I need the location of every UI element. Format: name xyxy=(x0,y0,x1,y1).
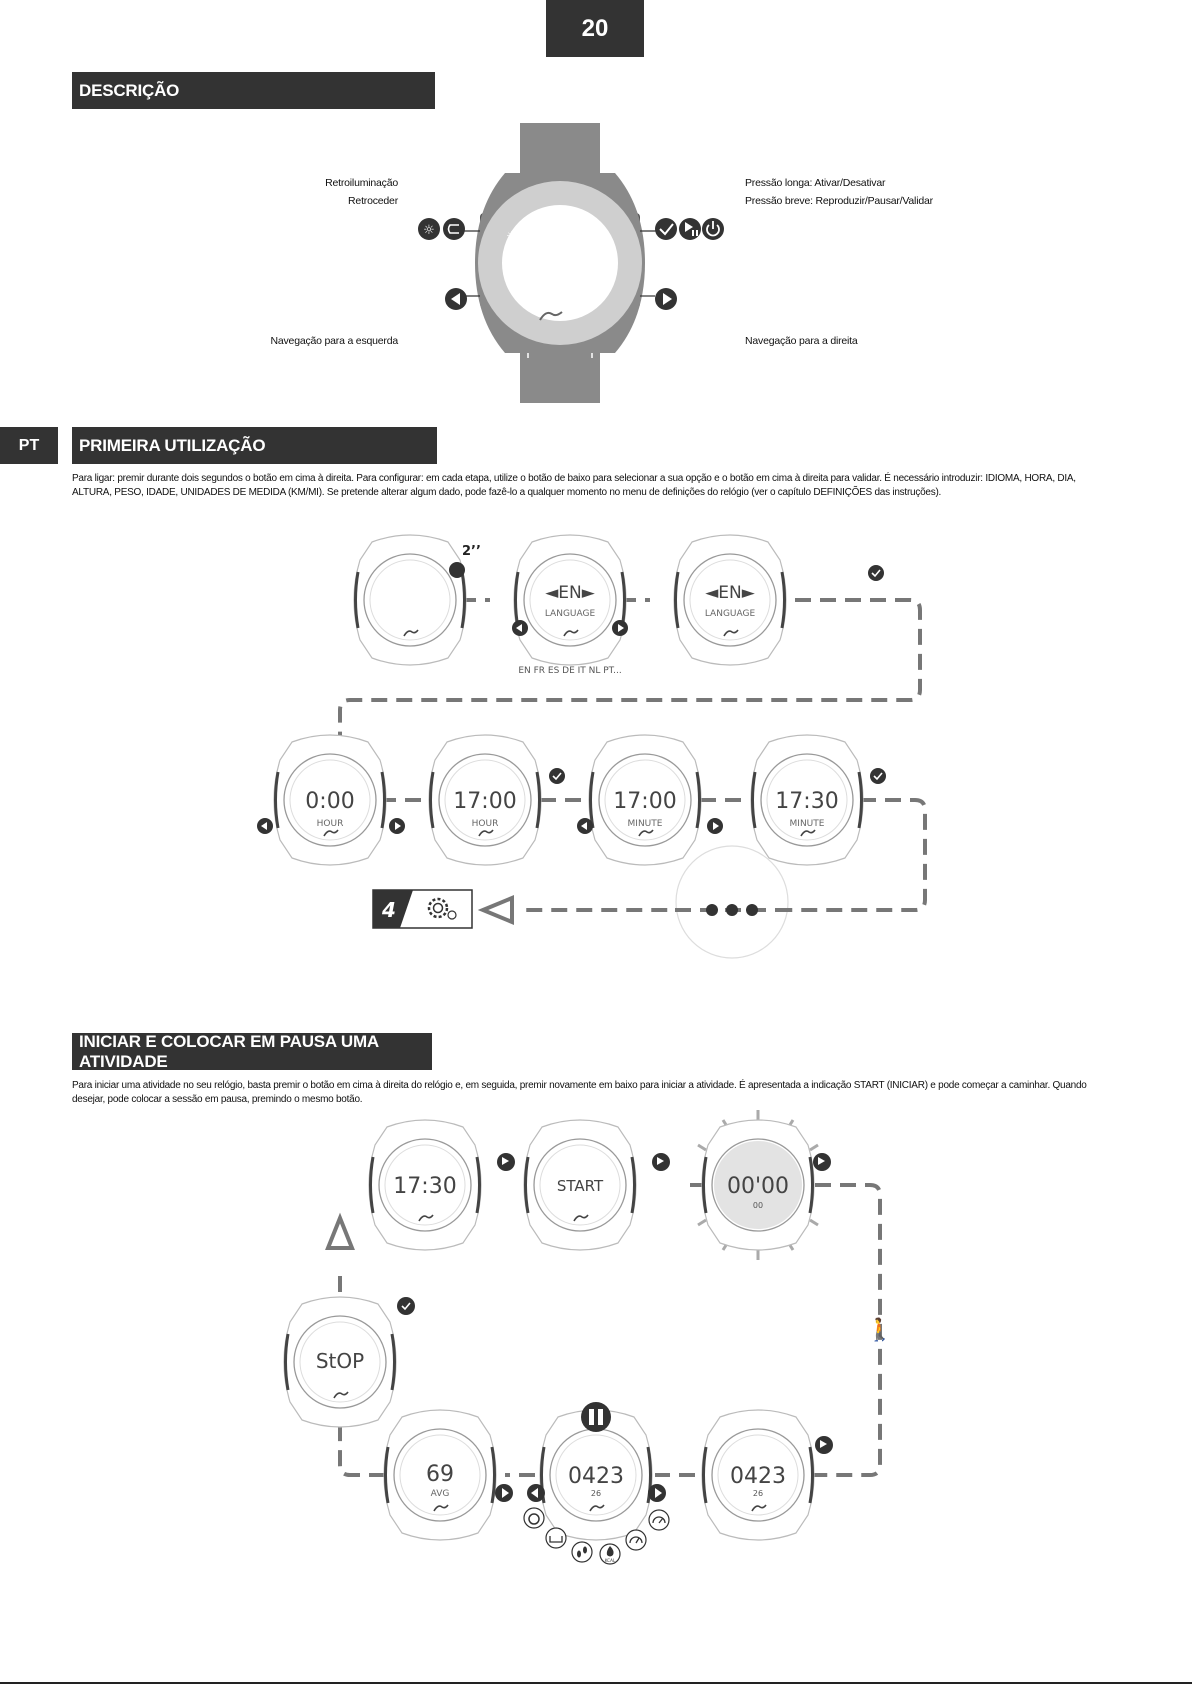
lang-code-1: ◄EN► xyxy=(545,583,595,603)
walking-icon: 🚶 xyxy=(866,1318,894,1343)
steps-sub: 26 xyxy=(590,1489,602,1498)
watch-screen xyxy=(502,205,618,321)
label-long-press: Pressão longa: Ativar/Desativar xyxy=(745,177,886,189)
first-use-line-2: ALTURA, PESO, IDADE, UNIDADES DE MEDIDA (KM/MI). Se pretende alterar algum dado, pode fazê-lo a qualquer momento no menu de definições do relógio (ver o capítulo DEFINIÇÕES das instruções). xyxy=(72,486,942,498)
arrow-left-icon xyxy=(577,818,593,834)
stop-display: StOP xyxy=(315,1349,365,1373)
more-steps-circle xyxy=(676,846,788,958)
watch-off xyxy=(354,535,466,665)
time-display: 17:30 xyxy=(393,1174,457,1199)
first-use-diagram xyxy=(250,530,930,990)
start-pause-line-1: Para iniciar uma atividade no seu relógio, basta premir o botão em cima à direita do relógio e, em seguida, premir novamente em baixo para iniciar a atividade. É apresentada a indicação START (INICIAR) e pode começar a caminhar. Quando xyxy=(72,1080,1087,1091)
power-icon xyxy=(702,218,724,240)
steps-right-display: 0423 xyxy=(730,1464,786,1489)
arrow-right-icon xyxy=(648,1484,666,1502)
arrow-left-icon xyxy=(445,288,467,310)
arrow-right-icon xyxy=(389,818,405,834)
calories-icon xyxy=(600,1544,620,1564)
check-icon xyxy=(655,218,677,240)
minute-initial: 17:00 xyxy=(613,789,677,814)
section-header-description: DESCRIÇÃO xyxy=(72,72,435,109)
arrow-left-icon xyxy=(512,620,528,636)
play-pause-icon xyxy=(679,218,701,240)
back-icon xyxy=(443,218,465,240)
section-header-start-pause: INICIAR E COLOCAR EM PAUSA UMA ATIVIDADE xyxy=(72,1033,432,1070)
steps-display: 0423 xyxy=(568,1464,624,1489)
stopwatch-icon xyxy=(524,1508,544,1528)
start-pause-diagram xyxy=(280,1110,920,1570)
speed-icon xyxy=(626,1530,646,1550)
minute-set: 17:30 xyxy=(775,789,839,814)
steps-icon xyxy=(572,1542,592,1562)
label-back: Retroceder xyxy=(348,195,398,207)
svg-text:☼: ☼ xyxy=(423,223,435,238)
distance-icon xyxy=(546,1528,566,1548)
hour-label-2: HOUR xyxy=(471,819,499,829)
play-pause-icon xyxy=(815,1436,833,1454)
arrow-left-icon xyxy=(257,818,273,834)
check-icon xyxy=(870,768,886,784)
lang-label-1: LANGUAGE xyxy=(544,609,596,619)
ellipsis-dot xyxy=(746,904,758,916)
start-pause-line-2: desejar, pode colocar a sessão em pausa, premindo o mesmo botão. xyxy=(72,1093,363,1105)
timer-sub: 00 xyxy=(752,1201,764,1210)
flow-arrow-icon xyxy=(328,1218,352,1248)
watch-strap-bottom xyxy=(520,353,600,403)
label-nav-left: Navegação para a esquerda xyxy=(270,335,398,347)
label-backlight: Retroiluminação xyxy=(325,177,398,189)
timer-display: 00'00 xyxy=(726,1174,790,1199)
page-bottom-rule xyxy=(0,1682,1192,1684)
watch-description-diagram xyxy=(410,118,740,408)
avg-value: 69 xyxy=(426,1462,454,1487)
pause-icon xyxy=(581,1402,611,1432)
label-nav-right: Navegação para a direita xyxy=(745,335,858,347)
ellipsis-dot xyxy=(706,904,718,916)
arrow-right-icon xyxy=(612,620,628,636)
hour-initial: 0:00 xyxy=(305,789,355,814)
flow-arrow-icon xyxy=(483,898,512,922)
check-icon xyxy=(397,1297,415,1315)
page-number: 20 xyxy=(546,0,644,57)
minute-label-2: MINUTE xyxy=(789,819,825,829)
language-tab: PT xyxy=(0,427,58,464)
play-pause-icon xyxy=(813,1153,831,1171)
play-pause-icon xyxy=(652,1153,670,1171)
label-short-press: Pressão breve: Reproduzir/Pausar/Validar xyxy=(745,195,933,207)
lang-code-2: ◄EN► xyxy=(705,583,755,603)
avg-label: AVG xyxy=(430,1489,450,1499)
first-use-paragraph xyxy=(72,472,1162,499)
arrow-right-icon xyxy=(655,288,677,310)
check-icon xyxy=(549,768,565,784)
ellipsis-dot xyxy=(726,904,738,916)
pace-icon xyxy=(649,1510,669,1530)
hour-set: 17:00 xyxy=(453,789,517,814)
first-use-line-1: Para ligar: premir durante dois segundos o botão em cima à direita. Para configurar: em cada etapa, utilize o botão de baixo para selecionar a sua opção e o botão em cima à direita para validar. É necessário introduzir: IDIOMA, HORA, DIA, xyxy=(72,473,1076,484)
start-display: START xyxy=(556,1177,604,1195)
section-header-first-use: PRIMEIRA UTILIZAÇÃO xyxy=(72,427,437,464)
hour-label-1: HOUR xyxy=(316,819,344,829)
kcal-label: KCAL xyxy=(604,1558,616,1563)
arrow-right-icon xyxy=(495,1484,513,1502)
play-pause-icon xyxy=(497,1153,515,1171)
press-duration-label: 2’’ xyxy=(462,544,481,559)
lang-label-2: LANGUAGE xyxy=(704,609,756,619)
start-pause-paragraph xyxy=(72,1079,1162,1106)
minute-label-1: MINUTE xyxy=(627,819,663,829)
backlight-icon xyxy=(418,218,440,240)
steps-right-sub: 26 xyxy=(752,1489,764,1498)
svg-text:☼: ☼ xyxy=(506,229,517,243)
chapter-number: 4 xyxy=(382,898,396,922)
arrow-right-icon xyxy=(707,818,723,834)
lang-list: EN FR ES DE IT NL PT... xyxy=(518,666,622,676)
check-icon xyxy=(868,565,884,581)
arrow-left-icon xyxy=(527,1484,545,1502)
